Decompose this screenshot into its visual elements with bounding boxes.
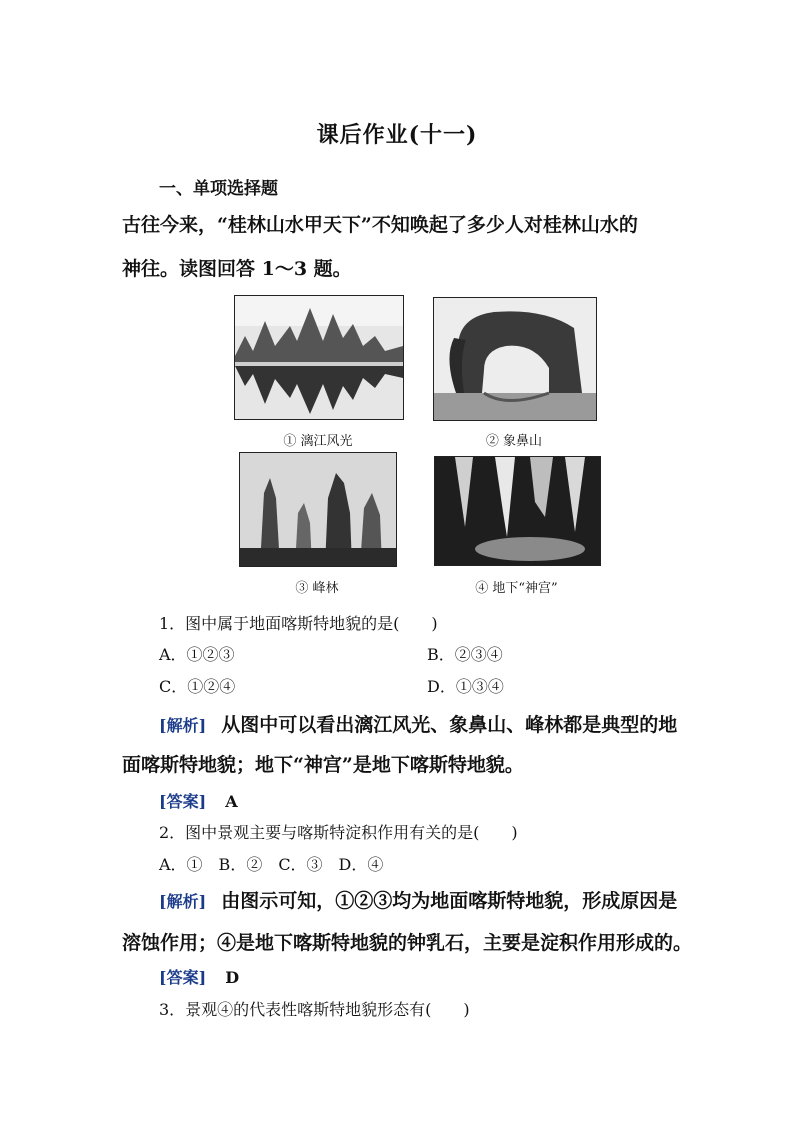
q1-option-a[interactable]: A．①②③ [159, 645, 235, 664]
q1-stem: 1．图中属于地面喀斯特地貌的是( ) [159, 614, 438, 633]
q1-option-b[interactable]: B．②③④ [427, 645, 503, 664]
q1-analysis-text-1: 从图中可以看出漓江风光、象鼻山、峰林都是典型的地 [221, 714, 678, 736]
q1-option-d[interactable]: D．①③④ [427, 677, 504, 696]
q1-analysis-line-2: 面喀斯特地貌；地下“神宫”是地下喀斯特地貌。 [122, 754, 524, 776]
q1-answer [159, 789, 238, 812]
intro-line-2: 神往。读图回答 1～3 题。 [122, 258, 352, 280]
photo-underground-cave [434, 456, 601, 566]
analysis-tag: [解析] [159, 716, 207, 735]
answer-tag: [答案] [159, 792, 207, 811]
photo-peak-forest [239, 452, 397, 567]
q2-analysis-line-1 [159, 886, 677, 913]
section-heading: 一、单项选择题 [159, 179, 278, 199]
analysis-tag: [解析] [159, 892, 207, 911]
q2-answer-value: D [225, 968, 240, 987]
q2-stem: 2．图中景观主要与喀斯特淀积作用有关的是( ) [159, 823, 518, 842]
q3-stem: 3．景观④的代表性喀斯特地貌形态有( ) [159, 1000, 470, 1019]
caption-1: ① 漓江风光 [283, 434, 353, 449]
page-title: 课后作业(十一) [316, 122, 478, 148]
photo-elephant-trunk-hill [433, 297, 597, 421]
q2-analysis-line-2: 溶蚀作用；④是地下喀斯特地貌的钟乳石，主要是淀积作用形成的。 [122, 932, 693, 954]
caption-3: ③ 峰林 [295, 581, 339, 596]
photo-li-river [234, 295, 404, 420]
q2-analysis-text-1: 由图示可知，①②③均为地面喀斯特地貌，形成原因是 [221, 890, 678, 912]
intro-line-1: 古往今来，“桂林山水甲天下”不知唤起了多少人对桂林山水的 [122, 214, 638, 236]
q1-option-c[interactable]: C．①②④ [159, 677, 236, 696]
caption-2: ② 象鼻山 [485, 434, 543, 449]
caption-4: ④ 地下“神宫” [475, 581, 558, 596]
q1-answer-value: A [225, 792, 238, 811]
q1-analysis-line-1 [159, 710, 677, 737]
q2-answer [159, 965, 239, 988]
q2-options[interactable]: A．① B．② C．③ D．④ [159, 855, 384, 874]
answer-tag: [答案] [159, 968, 207, 987]
